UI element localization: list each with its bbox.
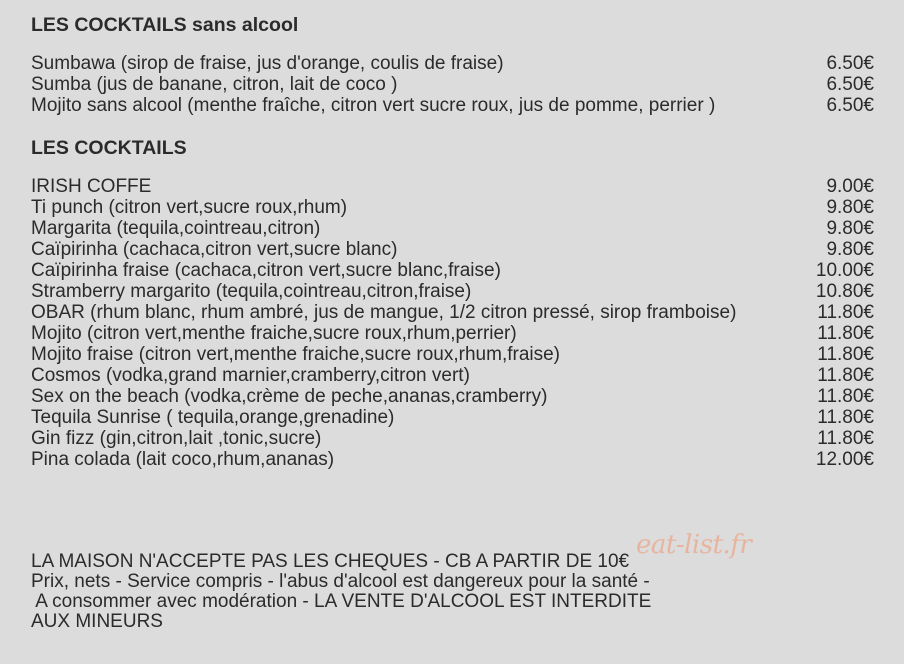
footer-notice [31,552,791,632]
menu-item [31,241,876,259]
item-name: Gin fizz (gin,citron,lait ,tonic,sucre) [31,428,322,449]
item-price: 11.80€ [817,365,874,386]
menu-item [31,430,876,448]
menu-item [31,388,876,406]
item-price: 6.50€ [826,95,874,116]
item-name: Caïpirinha (cachaca,citron vert,sucre blanc) [31,239,398,260]
item-name: IRISH COFFE [31,176,152,197]
item-name: OBAR (rhum blanc, rhum ambré, jus de mangue, 1/2 citron pressé, sirop framboise) [31,302,737,323]
item-list [31,178,876,469]
item-name: Tequila Sunrise ( tequila,orange,grenadine) [31,407,395,428]
cocktail-menu [31,13,876,472]
item-name: Mojito sans alcool (menthe fraîche, citron vert sucre roux, jus de pomme, perrier ) [31,95,716,116]
menu-item [31,409,876,427]
footer-line: Prix, nets - Service compris - l'abus d'alcool est dangereux pour la santé - [31,571,650,592]
item-name: Sex on the beach (vodka,crème de peche,ananas,cramberry) [31,386,548,407]
item-price: 12.00€ [815,449,874,470]
item-price: 6.50€ [826,53,874,74]
menu-item [31,97,876,115]
item-name: Stramberry margarito (tequila,cointreau,citron,fraise) [31,281,472,302]
menu-item [31,304,876,322]
item-price: 11.80€ [817,302,874,323]
menu-item [31,55,876,73]
menu-item [31,346,876,364]
item-list [31,55,876,115]
item-name: Sumba (jus de banane, citron, lait de coco ) [31,74,398,95]
item-price: 9.80€ [826,218,874,239]
item-price: 11.80€ [817,428,874,449]
menu-item [31,367,876,385]
item-name: Mojito (citron vert,menthe fraiche,sucre roux,rhum,perrier) [31,323,517,344]
section-title: LES COCKTAILS sans alcool [31,14,299,36]
watermark-logo: eat-list.fr [636,530,752,560]
item-price: 9.80€ [826,197,874,218]
item-price: 11.80€ [817,323,874,344]
item-name: Mojito fraise (citron vert,menthe fraiche,sucre roux,rhum,fraise) [31,344,561,365]
menu-item [31,199,876,217]
item-price: 11.80€ [817,407,874,428]
item-name: Margarita (tequila,cointreau,citron) [31,218,321,239]
menu-item [31,451,876,469]
menu-item [31,262,876,280]
menu-item [31,220,876,238]
menu-item [31,325,876,343]
item-name: Pina colada (lait coco,rhum,ananas) [31,449,335,470]
footer-line: AUX MINEURS [31,611,163,632]
section-cocktails [31,136,876,469]
section-sans-alcool [31,13,876,115]
item-name: Ti punch (citron vert,sucre roux,rhum) [31,197,348,218]
item-price: 10.80€ [815,281,874,302]
item-name: Sumbawa (sirop de fraise, jus d'orange, coulis de fraise) [31,53,504,74]
menu-item [31,178,876,196]
item-price: 11.80€ [817,386,874,407]
menu-item [31,76,876,94]
footer-line: LA MAISON N'ACCEPTE PAS LES CHEQUES - CB A PARTIR DE 10€ [31,551,630,572]
footer-line: A consommer avec modération - LA VENTE D'ALCOOL EST INTERDITE [31,591,652,612]
item-price: 9.80€ [826,239,874,260]
item-price: 11.80€ [817,344,874,365]
item-name: Cosmos (vodka,grand marnier,cramberry,citron vert) [31,365,470,386]
menu-item [31,283,876,301]
item-price: 6.50€ [826,74,874,95]
item-price: 10.00€ [815,260,874,281]
item-price: 9.00€ [826,176,874,197]
item-name: Caïpirinha fraise (cachaca,citron vert,sucre blanc,fraise) [31,260,501,281]
section-title: LES COCKTAILS [31,137,187,159]
